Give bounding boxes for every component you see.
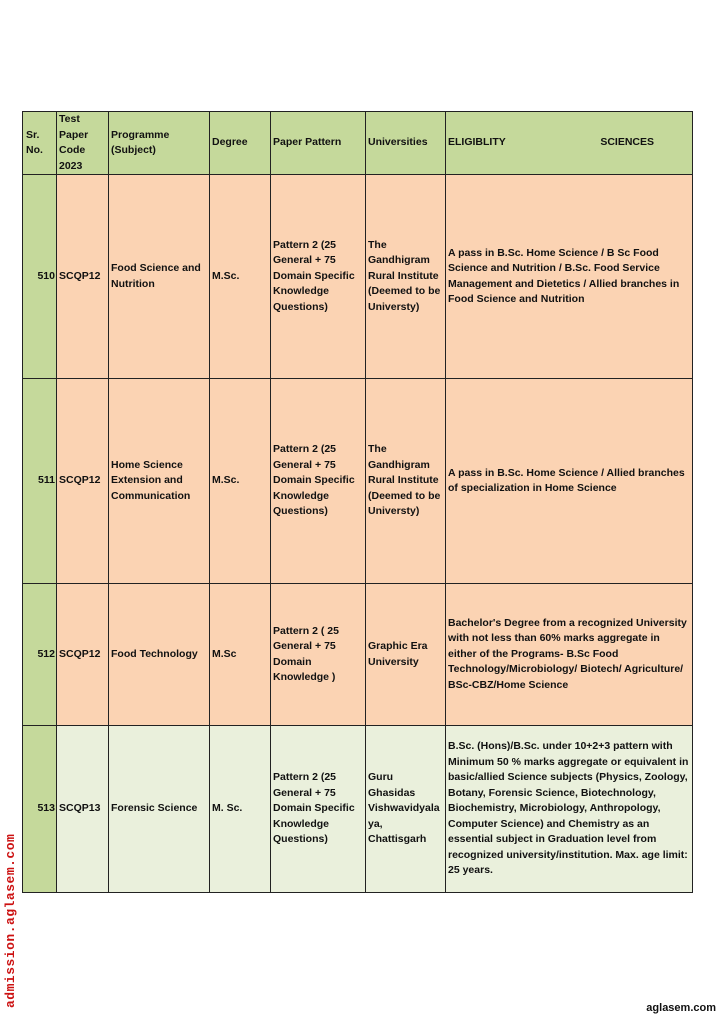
table-row <box>23 175 693 379</box>
programme-cell: Food Technology <box>109 584 210 726</box>
header-universities: Universities <box>366 112 446 175</box>
university-cell: Guru Ghasidas Vishwavidyalaya, Chattisgarh <box>366 726 446 893</box>
university-cell: Graphic Era University <box>366 584 446 726</box>
header-sr-no: Sr. No. <box>23 112 57 175</box>
header-test-paper-code: Test Paper Code 2023 <box>57 112 109 175</box>
table-row <box>23 379 693 584</box>
degree-cell: M.Sc. <box>210 379 271 584</box>
eligibility-cell: B.Sc. (Hons)/B.Sc. under 10+2+3 pattern with Minimum 50 % marks aggregate or equivalent in basic/allied Science subjects (Physics, Zoology, Botany, Forensic Science, Biotechnology, Biochemistry, Microbiology, Anthropology, Computer Science) and Chemistry as an essential subject in Graduation level from recognized university/institution. Max. age limit: 25 years. <box>446 726 693 893</box>
sr-no-cell: 512 <box>23 584 57 726</box>
header-programme: Programme (Subject) <box>109 112 210 175</box>
eligibility-cell: A pass in B.Sc. Home Science / Allied branches of specialization in Home Science <box>446 379 693 584</box>
university-cell: The Gandhigram Rural Institute (Deemed to be Universty) <box>366 175 446 379</box>
header-degree: Degree <box>210 112 271 175</box>
paper-pattern-cell: Pattern 2 (25 General + 75 Domain Specific Knowledge Questions) <box>271 379 366 584</box>
sr-no-cell: 513 <box>23 726 57 893</box>
test-paper-code-cell: SCQP12 <box>57 584 109 726</box>
footer-brand: aglasem.com <box>646 1002 716 1014</box>
eligibility-table <box>22 111 693 893</box>
header-section-sciences: SCIENCES <box>600 136 654 149</box>
test-paper-code-cell: SCQP12 <box>57 175 109 379</box>
paper-pattern-cell: Pattern 2 (25 General + 75 Domain Specific Knowledge Questions) <box>271 175 366 379</box>
table-row <box>23 584 693 726</box>
university-cell: The Gandhigram Rural Institute (Deemed to be Universty) <box>366 379 446 584</box>
header-eligibility-cell <box>446 112 693 175</box>
header-eligibility: ELIGIBLITY <box>448 136 506 149</box>
paper-pattern-cell: Pattern 2 (25 General + 75 Domain Specific Knowledge Questions) <box>271 726 366 893</box>
test-paper-code-cell: SCQP12 <box>57 379 109 584</box>
programme-cell: Forensic Science <box>109 726 210 893</box>
eligibility-cell: A pass in B.Sc. Home Science / B Sc Food Science and Nutrition / B.Sc. Food Service Management and Dietetics / Allied branches in Food Science and Nutrition <box>446 175 693 379</box>
paper-pattern-cell: Pattern 2 ( 25 General + 75 Domain Knowledge ) <box>271 584 366 726</box>
header-paper-pattern: Paper Pattern <box>271 112 366 175</box>
eligibility-cell: Bachelor's Degree from a recognized University with not less than 60% marks aggregate in either of the Programs- B.Sc Food Technology/Microbiology/ Biotech/ Agriculture/ BSc-CBZ/Home Science <box>446 584 693 726</box>
programme-cell: Food Science and Nutrition <box>109 175 210 379</box>
table-row <box>23 726 693 893</box>
degree-cell: M. Sc. <box>210 726 271 893</box>
table-header-row <box>23 112 693 175</box>
programme-cell: Home Science Extension and Communication <box>109 379 210 584</box>
watermark-text: admission.aglasem.com <box>3 833 18 1008</box>
sr-no-cell: 510 <box>23 175 57 379</box>
degree-cell: M.Sc <box>210 584 271 726</box>
sr-no-cell: 511 <box>23 379 57 584</box>
degree-cell: M.Sc. <box>210 175 271 379</box>
test-paper-code-cell: SCQP13 <box>57 726 109 893</box>
